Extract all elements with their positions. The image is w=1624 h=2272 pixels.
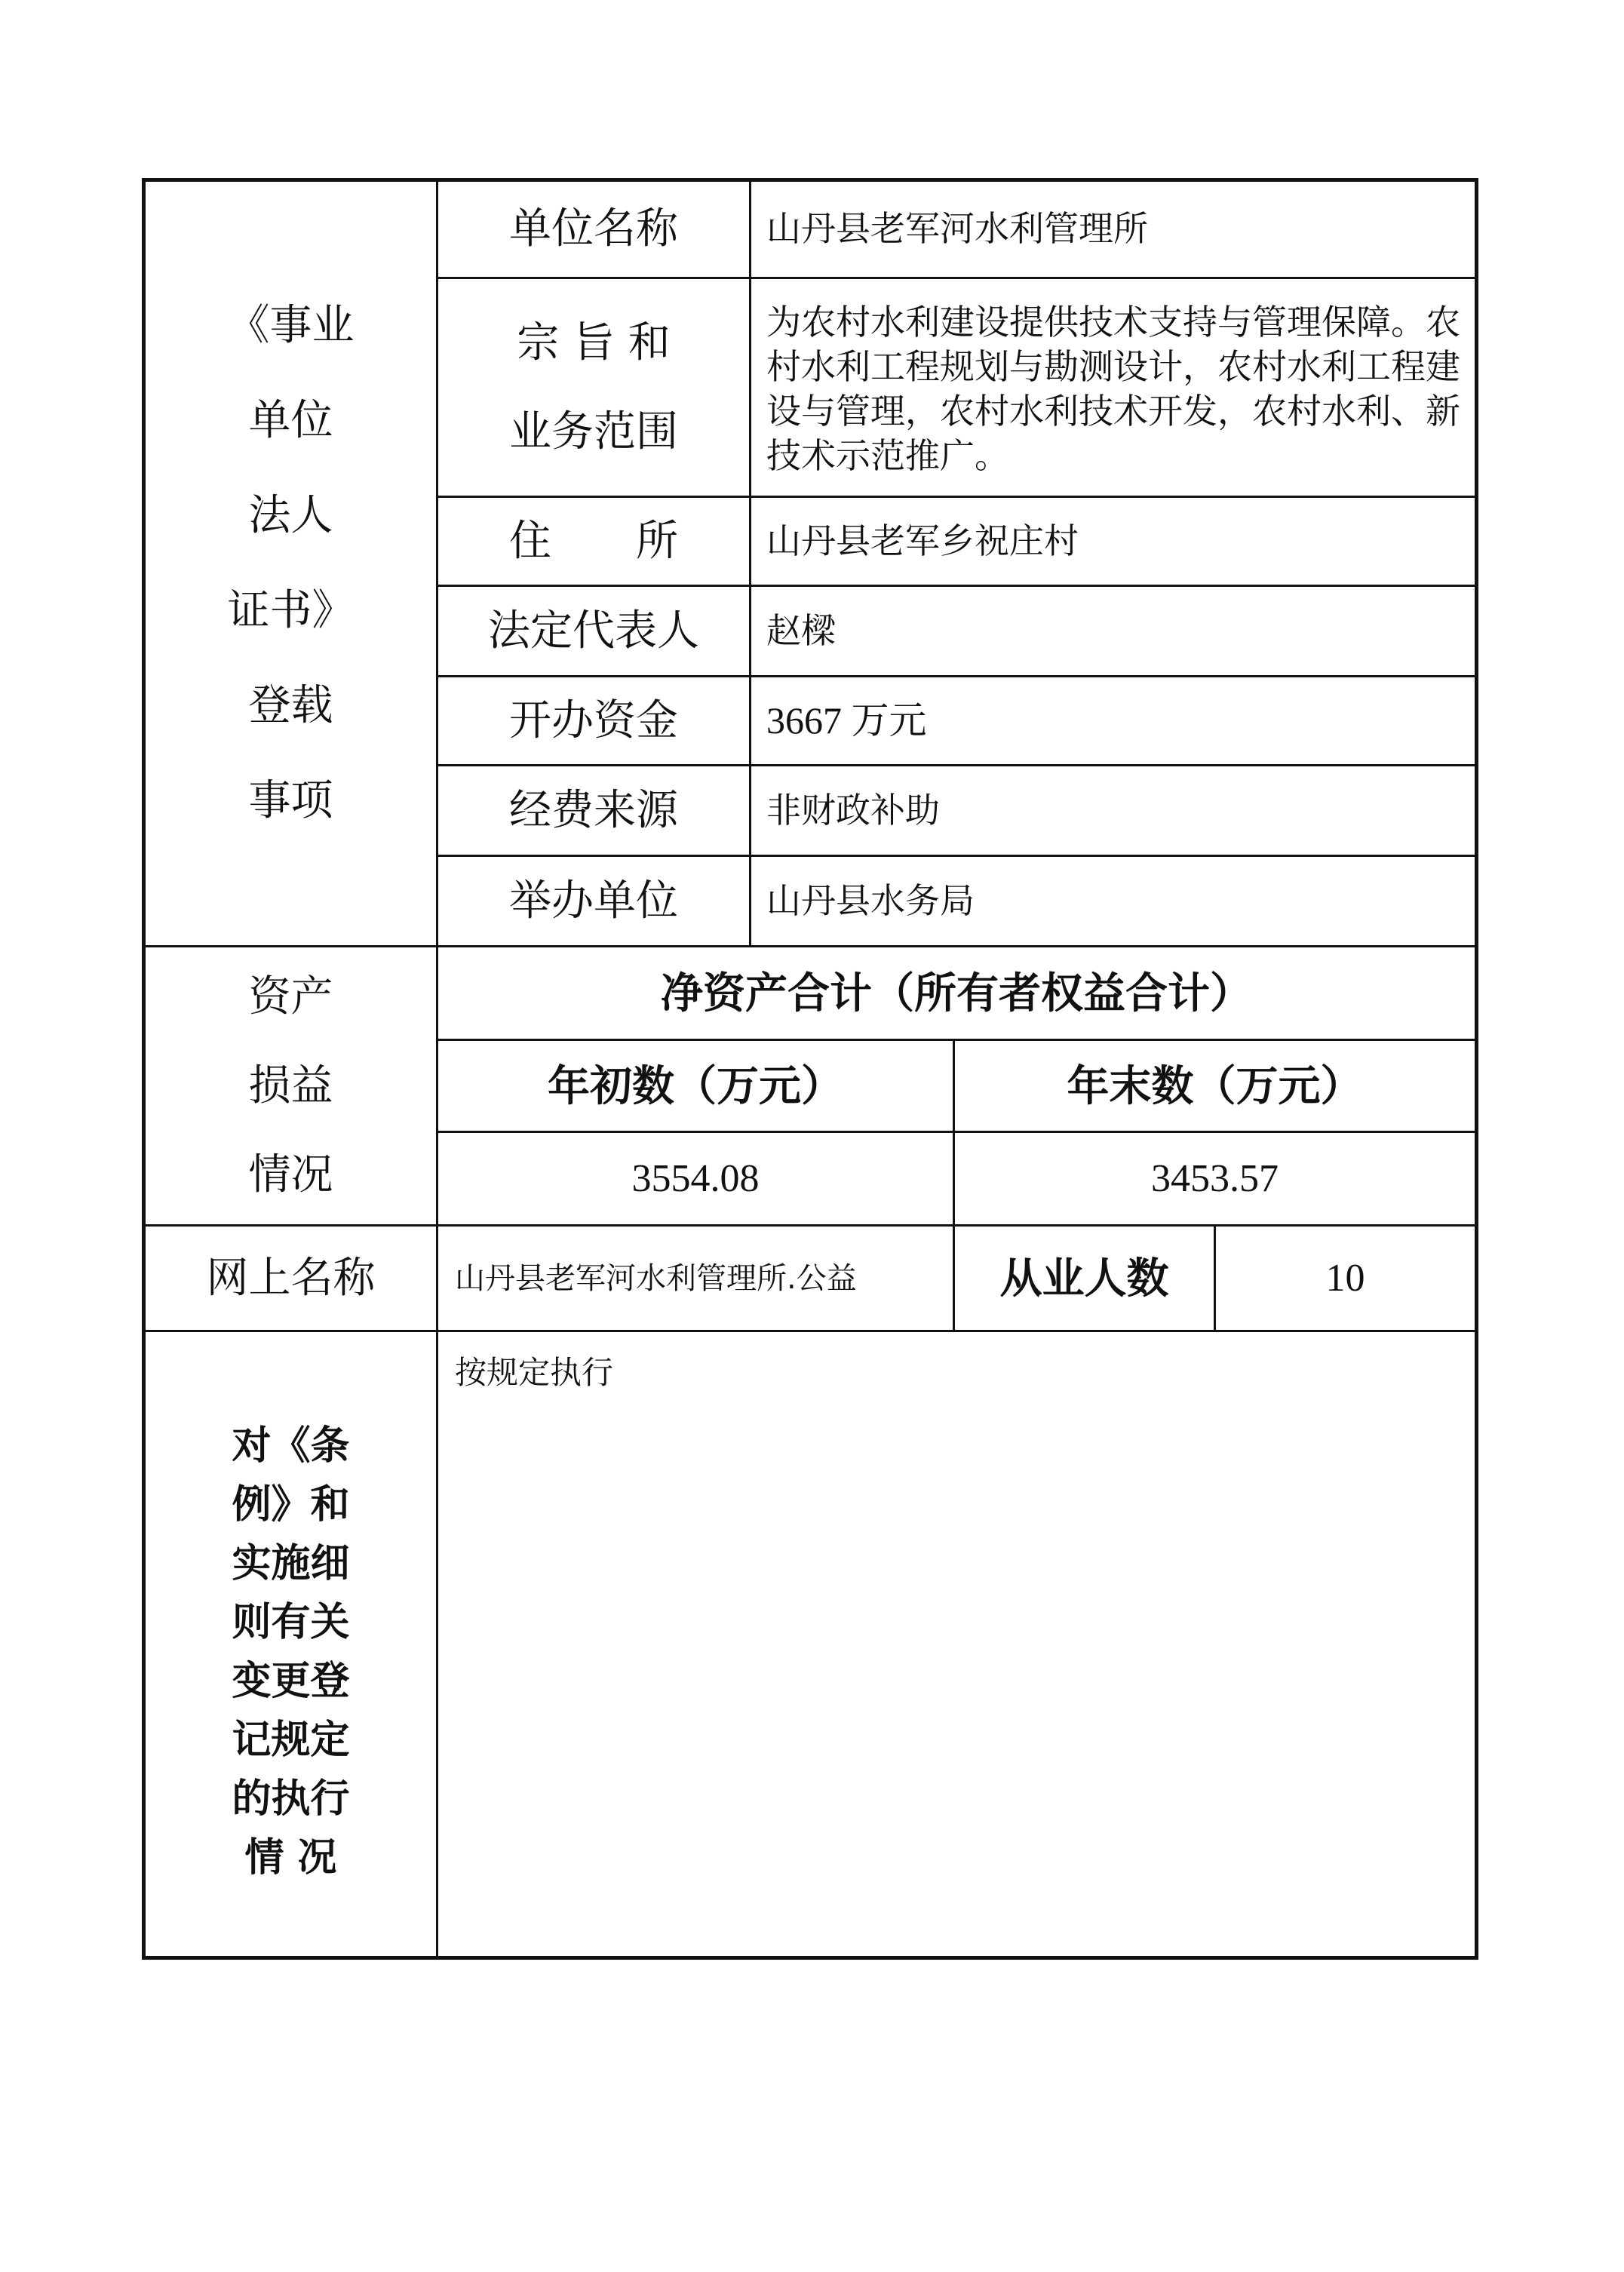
end-of-year-value: 3453.57: [1151, 1157, 1279, 1200]
assets-section-line: 情况: [248, 1150, 333, 1199]
execution-section-line: 对《条: [232, 1422, 350, 1469]
purpose-label: [438, 279, 749, 496]
execution-section-line: 实施细: [232, 1540, 350, 1586]
staff-count-label: 从业人数: [999, 1253, 1169, 1303]
assets-section-line: 损益: [248, 1061, 333, 1110]
capital-label: 开办资金: [509, 695, 678, 745]
registration-section-line: 法人: [248, 491, 333, 540]
address-label: 住 所: [509, 516, 678, 566]
legal-rep-label: 法定代表人: [488, 606, 699, 656]
execution-section-line: 则有关: [232, 1598, 350, 1645]
registration-section-line: 事项: [248, 776, 333, 825]
execution-section-line: 变更登: [232, 1657, 350, 1704]
purpose-value: 为农村水利建设提供技术支持与管理保障。农村水利工程规划与勘测设计，农村水利工程建设与管理，农村水利技术开发，农村水利、新技术示范推广。: [766, 302, 1460, 476]
start-of-year-value: 3554.08: [631, 1157, 760, 1200]
registration-section-label: [146, 182, 436, 945]
sponsor-value: 山丹县水务局: [766, 880, 975, 921]
staff-count-value: 10: [1325, 1257, 1365, 1300]
online-name-value: 山丹县老军河水利管理所.公益: [455, 1260, 857, 1296]
execution-section-label: [146, 1332, 436, 1956]
funding-label: 经费来源: [509, 785, 678, 835]
execution-section-line: 情 况: [244, 1834, 337, 1881]
purpose-label-line: 宗 旨 和: [517, 318, 671, 367]
purpose-label-line: 业务范围: [509, 407, 678, 456]
registration-section-line: 《事业: [227, 301, 355, 350]
execution-section-line: 记规定: [232, 1716, 350, 1763]
unit-name-value: 山丹县老军河水利管理所: [766, 208, 1148, 250]
registration-section-line: 证书》: [227, 586, 355, 635]
online-name-label: 网上名称: [206, 1253, 376, 1303]
address-value: 山丹县老军乡祝庄村: [766, 520, 1079, 561]
registration-table: [142, 178, 1478, 1960]
capital-value: 3667 万元: [766, 699, 927, 742]
execution-value: 按规定执行: [455, 1354, 614, 1391]
end-of-year-label: 年末数（万元）: [1067, 1061, 1363, 1111]
legal-rep-value: 赵樑: [766, 609, 836, 651]
execution-section-line: 的执行: [232, 1775, 350, 1822]
start-of-year-label: 年初数（万元）: [548, 1061, 843, 1111]
assets-section-label: [146, 947, 436, 1224]
execution-section-line: 例》和: [232, 1481, 350, 1527]
funding-value: 非财政补助: [766, 789, 940, 831]
assets-section-line: 资产: [248, 972, 333, 1021]
sponsor-label: 举办单位: [509, 876, 678, 926]
net-assets-header: 净资产合计（所有者权益合计）: [661, 968, 1252, 1018]
unit-name-label: 单位名称: [509, 204, 678, 253]
registration-section-line: 登载: [248, 681, 333, 730]
registration-section-line: 单位: [248, 396, 333, 445]
